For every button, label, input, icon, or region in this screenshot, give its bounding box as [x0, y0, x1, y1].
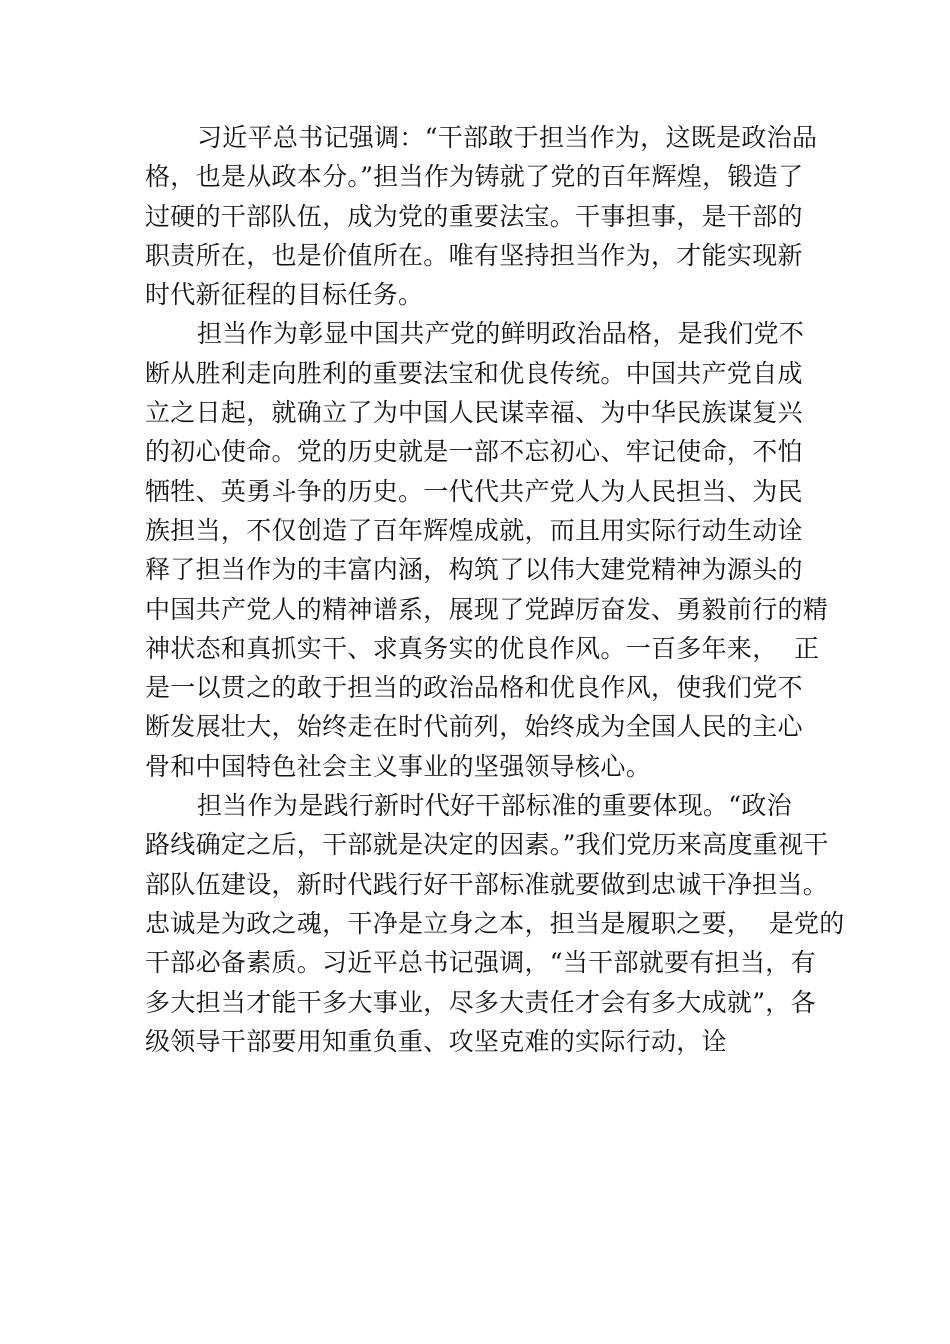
paragraph-2-line-6: 族担当，不仅创造了百年辉煌成就，而且用实际行动生动诠 — [145, 515, 803, 545]
paragraph-2-line-2: 断从胜利走向胜利的重要法宝和优良传统。中国共产党自成 — [145, 358, 803, 388]
paragraph-2-line-1: 担当作为彰显中国共产党的鲜明政治品格，是我们党不 — [197, 319, 805, 349]
paragraph-2-line-11: 断发展壮大，始终走在时代前列，始终成为全国人民的主心 — [145, 712, 803, 742]
paragraph-3-line-5: 干部必备素质。习近平总书记强调，“当干部就要有担当，有 — [145, 948, 816, 978]
paragraph-1-line-2: 格，也是从政本分。”担当作为铸就了党的百年辉煌，锻造了 — [145, 162, 804, 192]
paragraph-2-line-4: 的初心使命。党的历史就是一部不忘初心、牢记使命，不怕 — [145, 437, 803, 467]
paragraph-1-line-4: 职责所在，也是价值所在。唯有坚持担当作为，才能实现新 — [145, 240, 803, 270]
paragraph-1-line-1: 习近平总书记强调：“干部敢于担当作为，这既是政治品 — [197, 123, 818, 152]
paragraph-3-line-1: 担当作为是践行新时代好干部标准的重要体现。“政治 — [197, 791, 792, 821]
paragraph-3-line-6: 多大担当才能干多大事业，尽多大责任才会有多大成就”，各 — [145, 987, 816, 1017]
paragraph-2-line-7: 释了担当作为的丰富内涵，构筑了以伟大建党精神为源头的 — [145, 555, 803, 585]
paragraph-1-line-5: 时代新征程的目标任务。 — [145, 280, 424, 310]
document-body — [145, 118, 845, 1061]
paragraph-2-line-5: 牺牲、英勇斗争的历史。一代代共产党人为人民担当、为民 — [145, 476, 803, 506]
paragraph-3-line-4: 忠诚是为政之魂，干净是立身之本，担当是履职之要， 是党的 — [145, 908, 845, 938]
paragraph-1-line-3: 过硬的干部队伍，成为党的重要法宝。干事担事，是干部的 — [145, 201, 803, 231]
paragraph-2-line-10: 是一以贯之的敢于担当的政治品格和优良作风，使我们党不 — [145, 673, 803, 703]
paragraph-2-line-12: 骨和中国特色社会主义事业的坚强领导核心。 — [145, 751, 652, 781]
paragraph-2-line-9: 神状态和真抓实干、求真务实的优良作风。一百多年来， 正 — [145, 633, 820, 663]
paragraph-2-line-8: 中国共产党人的精神谱系，展现了党踔厉奋发、勇毅前行的精 — [145, 594, 829, 624]
paragraph-3-line-3: 部队伍建设，新时代践行好干部标准就要做到忠诚干净担当。 — [145, 869, 829, 899]
paragraph-3-line-7: 级领导干部要用知重负重、攻坚克难的实际行动，诠 — [145, 1026, 727, 1056]
paragraph-2-line-3: 立之日起，就确立了为中国人民谋幸福、为中华民族谋复兴 — [145, 398, 803, 428]
paragraph-3-line-2: 路线确定之后，干部就是决定的因素。”我们党历来高度重视干 — [145, 830, 829, 860]
